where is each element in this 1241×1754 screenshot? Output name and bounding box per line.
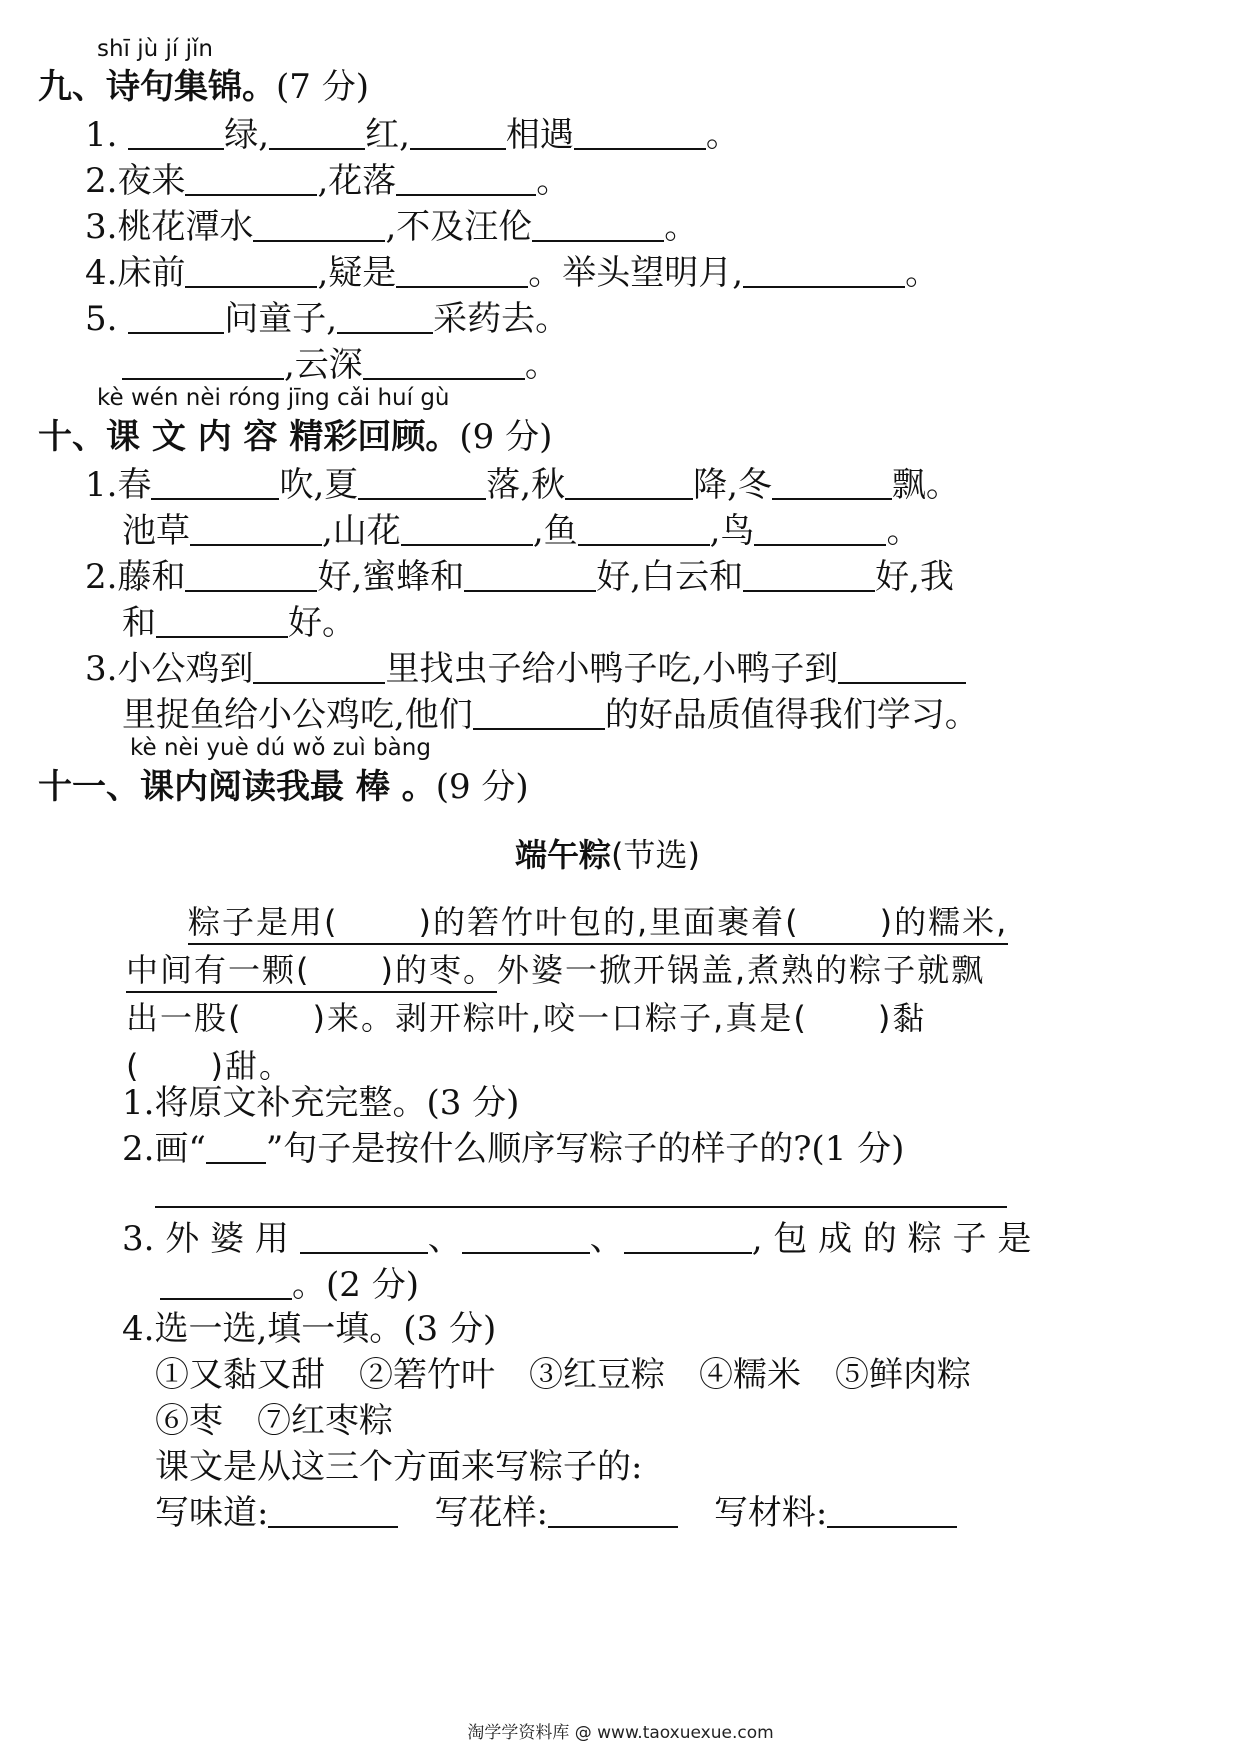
s9-q4 [85, 250, 939, 296]
s11-heading-text: 十一、课内阅读我最 棒 。 [38, 767, 436, 807]
option-2[interactable]: ②箬竹叶 [359, 1355, 495, 1395]
text: ,鱼 [532, 511, 578, 551]
blank[interactable] [358, 464, 486, 500]
s10-q1 [85, 462, 960, 508]
q-num: 2. [85, 161, 118, 201]
text: ,云深 [284, 345, 363, 385]
text: 。 [536, 161, 571, 201]
s9-pinyin: shī jù jí jǐn [97, 36, 213, 62]
options-row-2 [155, 1398, 393, 1444]
s11-score: (9 分) [435, 767, 529, 807]
text: 粽子是用( [188, 903, 339, 941]
text: 中间有一颗( [126, 951, 311, 989]
text: 写材料: [713, 1493, 828, 1533]
text: 出一股( [126, 999, 243, 1037]
text: ,花落 [317, 161, 397, 201]
blank[interactable] [253, 648, 385, 684]
s10-q2-cont [122, 600, 356, 646]
text: 里找虫子给小鸭子吃,小鸭子到 [385, 649, 839, 689]
text: ,山花 [322, 511, 401, 551]
passage-line-3 [126, 993, 926, 1039]
text: 。 [705, 115, 740, 155]
text: ”句子是按什么顺序写粽子的样子的?(1 分) [265, 1129, 905, 1169]
text: 写花样: [434, 1493, 548, 1533]
s10-q3-cont [122, 692, 979, 738]
blank[interactable] [185, 556, 317, 592]
text: 。(2 分) [292, 1265, 419, 1305]
passage-title [515, 830, 700, 876]
text: 采药去。 [433, 299, 570, 339]
blank[interactable] [401, 510, 533, 546]
s11-q4: 4.选一选,填一填。(3 分) [122, 1309, 497, 1349]
blank[interactable] [156, 602, 288, 638]
s9-q2 [85, 158, 570, 204]
text: 的好品质值得我们学习。 [604, 695, 979, 735]
text: ( [126, 1047, 141, 1085]
text: 2.画“ [122, 1129, 206, 1169]
text: 降,冬 [693, 465, 772, 505]
s10-q2 [85, 554, 954, 600]
s9-q5 [85, 296, 569, 342]
q-num: 1. [85, 465, 118, 505]
text: 藤和 [117, 557, 186, 597]
s11-heading [38, 764, 529, 810]
text: 、 [427, 1219, 462, 1259]
blank[interactable] [473, 694, 605, 730]
text: 好,蜜蜂和 [317, 557, 465, 597]
text: ,不及汪伦 [385, 207, 533, 247]
text: 好,我 [875, 557, 954, 597]
blank[interactable] [122, 344, 284, 380]
text: )来。剥开粽叶,咬一口粽子,真是( [312, 999, 808, 1037]
text: 问童子, [224, 299, 338, 339]
passage-title-main: 端午粽 [515, 836, 612, 874]
blank[interactable] [532, 206, 664, 242]
text: )的糯米, [879, 903, 1009, 941]
blank[interactable] [269, 114, 365, 150]
text: 好。 [288, 603, 356, 643]
text: 池草 [122, 511, 190, 551]
text: 。举头望明月, [528, 253, 744, 293]
s9-q5-cont [122, 342, 559, 388]
blank[interactable] [578, 510, 710, 546]
q-num: 2. [85, 557, 118, 597]
option-4[interactable]: ④糯米 [699, 1355, 801, 1395]
blank[interactable] [128, 114, 224, 150]
blank[interactable] [337, 298, 433, 334]
blank[interactable] [772, 464, 892, 500]
s10-score: (9 分) [459, 417, 553, 457]
s10-heading-text: 十、课 文 内 容 精彩回顾。 [38, 417, 460, 457]
blank[interactable] [565, 464, 693, 500]
blank[interactable] [396, 252, 528, 288]
blank[interactable] [548, 1492, 678, 1528]
q-num: 1. [85, 115, 118, 155]
text: 飘。 [891, 465, 960, 505]
text: 落,秋 [486, 465, 566, 505]
text: 春 [117, 465, 152, 505]
text: 吹,夏 [279, 465, 359, 505]
option-5[interactable]: ⑤鲜肉粽 [835, 1355, 971, 1395]
text: 。 [524, 345, 559, 385]
text: 红, [365, 115, 410, 155]
blank[interactable] [190, 510, 322, 546]
text: 、 [589, 1219, 624, 1259]
text: ,疑是 [317, 253, 397, 293]
s10-heading [38, 414, 552, 460]
q-num: 3. [85, 207, 118, 247]
blank[interactable] [410, 114, 506, 150]
text: 相遇 [505, 115, 574, 155]
passage-line-1 [188, 897, 1008, 943]
passage-title-sub: (节选) [611, 836, 700, 874]
s10-q1-cont [122, 508, 920, 554]
blank[interactable] [151, 464, 279, 500]
underline-sample [206, 1128, 266, 1164]
answer-line[interactable] [155, 1206, 1007, 1208]
blank[interactable] [128, 298, 224, 334]
s9-heading-text: 九、诗句集锦。 [38, 67, 276, 107]
text: 夜来 [117, 161, 186, 201]
text: 。 [664, 207, 699, 247]
option-3[interactable]: ③红豆粽 [529, 1355, 665, 1395]
blank[interactable] [253, 206, 385, 242]
blank[interactable] [838, 648, 966, 684]
s11-q1: 1.将原文补充完整。(3 分) [122, 1083, 520, 1123]
blank[interactable] [268, 1492, 398, 1528]
s11-q3-cont [160, 1262, 419, 1308]
underlined-sentence [188, 903, 1008, 945]
s9-q1 [85, 112, 740, 158]
text: )的枣。 [380, 951, 497, 989]
text: )甜。 [210, 1047, 293, 1085]
blank[interactable] [396, 160, 536, 196]
passage-line-2 [126, 945, 985, 991]
s10-q3 [85, 646, 966, 692]
blank[interactable] [624, 1218, 752, 1254]
blank[interactable] [743, 556, 875, 592]
text: 桃花潭水 [117, 207, 254, 247]
s11-q4-prompt: 课文是从这三个方面来写粽子的: [155, 1447, 643, 1487]
text: )黏 [877, 999, 927, 1037]
text: 小公鸡到 [117, 649, 254, 689]
s10-pinyin: kè wén nèi róng jīng cǎi huí gù [97, 385, 450, 411]
option-1[interactable]: ①又黏又甜 [155, 1355, 325, 1395]
text: 绿, [224, 115, 270, 155]
blank[interactable] [827, 1492, 957, 1528]
blank[interactable] [160, 1264, 292, 1300]
s11-q3 [122, 1216, 1031, 1262]
blank[interactable] [464, 556, 596, 592]
blank[interactable] [185, 252, 317, 288]
s9-q3 [85, 204, 698, 250]
option-6[interactable]: ⑥枣 [155, 1401, 223, 1441]
text: 写味道: [155, 1493, 269, 1533]
text: )的箬竹叶包的,里面裹着( [418, 903, 800, 941]
underlined-sentence [126, 951, 497, 993]
blank[interactable] [300, 1218, 428, 1254]
text: 外婆一掀开锅盖,煮熟的粽子就飘 [497, 951, 986, 989]
blank[interactable] [754, 510, 886, 546]
text: ,鸟 [709, 511, 755, 551]
options-row-1 [155, 1352, 971, 1398]
blank[interactable] [574, 114, 706, 150]
text: 。 [886, 511, 921, 551]
blank[interactable] [185, 160, 317, 196]
s9-heading [38, 64, 369, 110]
option-7[interactable]: ⑦红枣粽 [257, 1401, 393, 1441]
blank[interactable] [743, 252, 905, 288]
s11-q2 [122, 1126, 904, 1172]
text: , 包 成 的 粽 子 是 [751, 1219, 1032, 1259]
text: 床前 [117, 253, 186, 293]
q-num: 3. [85, 649, 118, 689]
text: 好,白云和 [596, 557, 744, 597]
text: 。 [905, 253, 940, 293]
blank[interactable] [462, 1218, 590, 1254]
text: 3. 外 婆 用 [122, 1219, 289, 1259]
blank[interactable] [363, 344, 525, 380]
footer-watermark: 淘学学资料库 @ www.taoxuexue.com [467, 1723, 774, 1743]
text: 里捉鱼给小公鸡吃,他们 [122, 695, 473, 735]
s11-pinyin: kè nèi yuè dú wǒ zuì bàng [130, 735, 431, 761]
s11-q4-answers [155, 1490, 957, 1536]
q-num: 5. [85, 299, 118, 339]
s9-score: (7 分) [276, 67, 369, 107]
text: 和 [122, 603, 156, 643]
q-num: 4. [85, 253, 118, 293]
